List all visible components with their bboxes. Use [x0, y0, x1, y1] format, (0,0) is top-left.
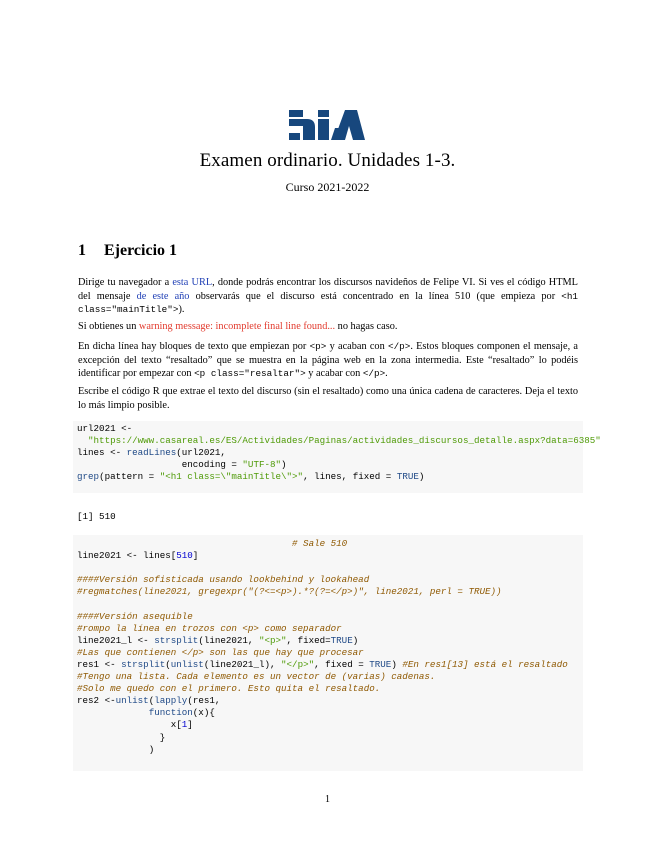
code-line: lines <- readLines(url2021,: [77, 447, 226, 459]
dia-logo: [287, 106, 367, 144]
code-line: encoding = "UTF-8"): [181, 459, 287, 471]
section-number: 1: [78, 242, 86, 259]
paragraph-1: [78, 276, 578, 317]
text: En dicha línea hay bloques de texto que empiezan por: [78, 341, 310, 352]
text: Dirige tu navegador a: [78, 277, 173, 288]
esta-url-link[interactable]: esta URL: [172, 277, 213, 288]
code-block-1: [73, 421, 601, 493]
text: , donde podrás encontrar los discursos navideños de Felipe VI. Si ves el código HTML del mensaje: [78, 277, 578, 302]
text: .: [385, 368, 388, 380]
text: ).: [178, 304, 185, 316]
code-line: ): [148, 743, 155, 755]
code-line: ####Versión sofisticada usando lookbehind y lookahead: [77, 574, 370, 586]
code-line: url2021 <-: [77, 423, 133, 434]
code-line: x[1]: [170, 719, 193, 731]
este-ano-link[interactable]: de este año: [136, 290, 190, 302]
inline-code: </p>: [362, 368, 386, 380]
section-title: Ejercicio 1: [104, 242, 178, 259]
code-line: #Solo me quedo con el primero. Esto quita el resaltado.: [77, 683, 381, 695]
code-line: grep(pattern = "<h1 class=\"mainTitle\">", lines, fixed = TRUE): [77, 471, 425, 483]
inline-code: <p>: [309, 341, 327, 352]
code-line: line2021 <- lines[510]: [77, 550, 199, 562]
code-line: }: [159, 731, 166, 743]
code-line: ####Versión asequible: [77, 610, 193, 622]
paragraph-3: [78, 340, 578, 381]
code-line: line2021_l <- strsplit(line2021, "<p>", fixed=TRUE): [77, 634, 359, 646]
inline-code: <h1 class="mainTitle">: [78, 290, 579, 316]
text: . Estos bloques componen el mensaje, a excepción del texto “resaltado” que se muestra en la página web en la zona intermedia. Este “resaltado” lo podéis identificar por empezar con: [78, 341, 578, 380]
code-line: #Tengo una lista. Cada elemento es un vector de (varias) cadenas.: [77, 671, 436, 683]
paragraph-2: [78, 320, 578, 334]
code-line: #regmatches(line2021, gregexpr("(?<=<p>).*?(?=</p>)", line2021, perl = TRUE)): [77, 586, 502, 598]
code-line: res1 <- strsplit(unlist(line2021_l), "</p>", fixed = TRUE) #En res1[13] está el resaltado: [77, 658, 568, 670]
code-line: # Sale 510: [292, 538, 348, 549]
document-subtitle: Curso 2021-2022: [285, 180, 370, 194]
code-line: res2 <-unlist(lapply(res1,: [77, 695, 221, 707]
code-line: "https://www.casareal.es/ES/Actividades/Paginas/actividades_discursos_detalle.aspx?data=6385": [88, 435, 601, 447]
text: observarás que el discurso está concentrado en la línea 510 (que empieza por: [189, 290, 562, 302]
text: y acaban con: [326, 341, 388, 352]
inline-code: <p class="resaltar">: [194, 368, 306, 380]
text: Si obtienes un: [78, 321, 139, 332]
document-title: Examen ordinario. Unidades 1-3.: [199, 150, 456, 171]
code-line: #Las que contienen </p> son las que hay que procesar: [77, 646, 364, 658]
warning-text: warning message: incomplete final line found...: [138, 321, 336, 332]
text: no hagas caso.: [335, 321, 398, 332]
code-line: [73, 562, 583, 574]
inline-code: </p>: [387, 341, 411, 352]
code-line: [73, 598, 583, 610]
section-heading: [78, 242, 177, 260]
page-number: 1: [325, 794, 330, 805]
code-line: function(x){: [148, 707, 215, 719]
paragraph-4: Escribe el código R que extrae el texto del discurso (sin el resaltado) como una única cadena de caracteres. Deja el texto lo más limpio posible.: [78, 386, 578, 411]
text: y acabar con: [305, 368, 363, 380]
code-block-2: [73, 535, 583, 771]
code-line: #rompo la línea en trozos con <p> como separador: [77, 622, 342, 634]
output-line: [1] 510: [77, 511, 116, 522]
